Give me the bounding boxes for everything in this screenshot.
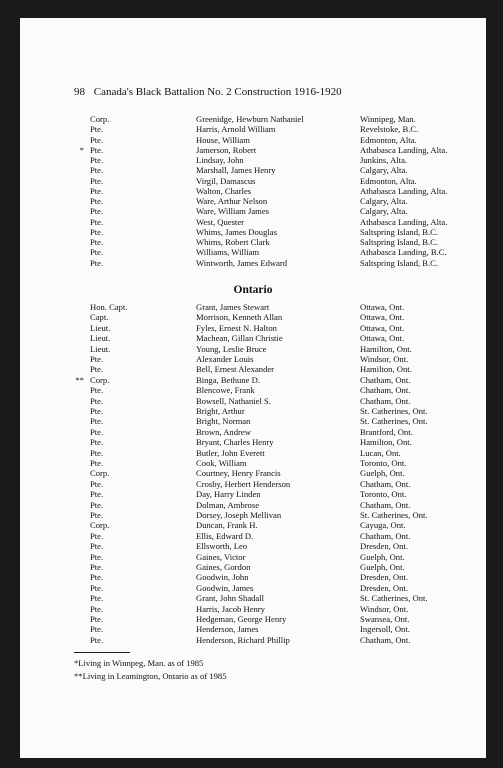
soldier-name: Harris, Arnold William <box>196 124 276 135</box>
hometown: Guelph, Ont. <box>360 468 405 479</box>
hometown: Hamilton, Ont. <box>360 364 412 375</box>
hometown: Toronto, Ont. <box>360 458 407 468</box>
hometown: Dresden, Ont. <box>360 572 408 583</box>
soldier-name: Harris, Jacob Henry <box>196 603 265 614</box>
hometown: Chatham, Ont. <box>360 634 411 645</box>
hometown: Saltspring Island, B.C. <box>360 226 439 237</box>
hometown: Chatham, Ont. <box>360 374 411 385</box>
soldier-name: Goodwin, John <box>196 572 249 583</box>
hometown: St. Catherines, Ont. <box>360 416 428 427</box>
rank: Pte. <box>90 124 104 135</box>
soldier-name: Dolman, Ambrose <box>196 499 260 510</box>
soldier-name: Goodwin, James <box>196 582 254 593</box>
rank: Pte. <box>90 603 104 614</box>
rank: Pte. <box>90 247 104 258</box>
soldier-name: Crosby, Herbert Henderson <box>196 478 291 489</box>
rank: Corp. <box>90 468 110 479</box>
soldier-name: Henderson, Richard Phillip <box>196 634 290 645</box>
rank: Pte. <box>90 478 104 489</box>
soldier-name: Lindsay, John <box>196 155 244 165</box>
soldier-name: House, William <box>196 134 250 145</box>
rank: Pte. <box>90 447 104 458</box>
rank: Pte. <box>90 426 104 437</box>
soldier-name: Morrison, Kenneth Allan <box>196 312 283 323</box>
rank: Pte. <box>90 406 104 416</box>
soldier-name: Duncan, Frank H. <box>196 520 258 531</box>
rank: Lieut. <box>90 343 111 354</box>
rank: Pte. <box>90 562 104 572</box>
rank: Corp. <box>90 520 110 531</box>
soldier-name: Bell, Ernest Alexander <box>196 364 275 375</box>
soldier-name: Wintworth, James Edward <box>196 257 288 268</box>
soldier-name: Walton, Charles <box>196 185 252 196</box>
rank: Pte. <box>90 226 104 237</box>
soldier-name: Virgil, Damascus <box>196 175 256 186</box>
hometown: Athabasca Landing, Alta. <box>360 144 448 155</box>
soldier-name: Young, Leslie Bruce <box>196 343 267 354</box>
hometown: Windsor, Ont. <box>360 603 409 614</box>
hometown: Edmonton, Alta. <box>360 134 417 145</box>
rank: Pte. <box>90 385 104 396</box>
rank: Hon. Capt. <box>90 302 128 312</box>
rank: Pte. <box>90 165 104 176</box>
hometown: Winnipeg, Man. <box>360 114 416 124</box>
soldier-name: West, Quester <box>196 216 244 227</box>
hometown: Ottawa, Ont. <box>360 333 405 344</box>
hometown: Chatham, Ont. <box>360 385 411 396</box>
soldier-name: Gaines, Gordon <box>196 562 251 572</box>
hometown: Toronto, Ont. <box>360 489 407 500</box>
soldier-name: Ellsworth, Leo <box>196 541 248 552</box>
rank: Lieut. <box>90 322 111 333</box>
soldier-name: Brown, Andrew <box>196 426 251 437</box>
soldier-name: Ellis, Edward D. <box>196 530 254 541</box>
soldier-name: Binga, Bethune D. <box>196 374 260 385</box>
rank: Pte. <box>90 614 104 624</box>
soldier-name: Courtney, Henry Francis <box>196 468 281 479</box>
rank: Pte. <box>90 499 104 510</box>
rank: Pte. <box>90 216 104 227</box>
footnote-1: *Living in Winnpeg, Man. as of 1985 <box>74 658 204 668</box>
soldier-name: Alexander Louis <box>196 354 254 364</box>
soldier-name: Fyles, Ernest N. Halton <box>196 322 277 333</box>
soldier-name: Henderson, James <box>196 624 259 635</box>
running-header <box>74 86 342 98</box>
hometown: Chatham, Ont. <box>360 395 411 406</box>
soldier-name: Jamerson, Robert <box>196 144 257 155</box>
soldier-name: Bright, Norman <box>196 416 251 427</box>
soldier-name: Bright, Arthur <box>196 406 245 416</box>
soldier-name: Marshall, James Henry <box>196 165 276 176</box>
rank: Pte. <box>90 354 104 364</box>
rank: Pte. <box>90 530 104 541</box>
rank: Pte. <box>90 582 104 593</box>
hometown: Calgary, Alta. <box>360 206 408 217</box>
rank: Pte. <box>90 257 104 268</box>
hometown: Chatham, Ont. <box>360 499 411 510</box>
rank: Pte. <box>90 155 104 165</box>
hometown: Lucan, Ont. <box>360 447 401 458</box>
hometown: St. Catherines, Ont. <box>360 406 428 416</box>
rank: Pte. <box>90 551 104 562</box>
hometown: Athabasca Landing, B.C. <box>360 247 447 258</box>
hometown: Dresden, Ont. <box>360 541 408 552</box>
rank: Pte. <box>90 489 104 500</box>
rank: Pte. <box>90 572 104 583</box>
hometown: Revelstoke, B.C. <box>360 124 419 135</box>
rank: Capt. <box>90 312 109 323</box>
hometown: Hamilton, Ont. <box>360 437 412 448</box>
hometown: Ottawa, Ont. <box>360 322 405 333</box>
rank: Lieut. <box>90 333 111 344</box>
rank: Pte. <box>90 458 104 468</box>
rank: Pte. <box>90 237 104 247</box>
soldier-name: Whims, James Douglas <box>196 226 277 237</box>
hometown: Chatham, Ont. <box>360 530 411 541</box>
rank: Pte. <box>90 634 104 645</box>
soldier-name: Whims, Robert Clark <box>196 237 270 247</box>
soldier-name: Williams, William <box>196 247 260 258</box>
hometown: Cayuga, Ont. <box>360 520 406 531</box>
hometown: Chatham, Ont. <box>360 478 411 489</box>
hometown: Brantford, Ont. <box>360 426 413 437</box>
hometown: Windsor, Ont. <box>360 354 409 364</box>
rank: Pte. <box>90 510 104 520</box>
rank: Pte. <box>90 541 104 552</box>
hometown: Guelph, Ont. <box>360 562 405 572</box>
hometown: St. Catherines, Ont. <box>360 510 428 520</box>
footnote-mark: ** <box>75 374 84 385</box>
rank: Pte. <box>90 364 104 375</box>
soldier-name: Dorsey, Joseph Mellivan <box>196 510 282 520</box>
rank: Pte. <box>90 175 104 186</box>
footnote-2: **Living in Leamington, Ontario as of 1985 <box>74 671 227 681</box>
hometown: Edmonton, Alta. <box>360 175 417 186</box>
soldier-name: Machean, Gillan Christie <box>196 333 283 344</box>
soldier-name: Greenidge, Hewburn Nathaniel <box>196 114 304 124</box>
hometown: Saltspring Island, B.C. <box>360 237 439 247</box>
rank: Pte. <box>90 437 104 448</box>
hometown: Ottawa, Ont. <box>360 302 405 312</box>
soldier-name: Gaines, Victor <box>196 551 246 562</box>
book-page <box>20 18 486 758</box>
hometown: Athabasca Landing, Alta. <box>360 185 448 196</box>
rank: Corp. <box>90 114 110 124</box>
hometown: Athabasca Landing, Alta. <box>360 216 448 227</box>
soldier-name: Hedgeman, George Henry <box>196 614 287 624</box>
hometown: Saltspring Island, B.C. <box>360 257 439 268</box>
soldier-name: Ware, Arthur Nelson <box>196 196 268 206</box>
rank: Pte. <box>90 416 104 427</box>
hometown: St. Catherines, Ont. <box>360 593 428 604</box>
hometown: Ottawa, Ont. <box>360 312 405 323</box>
hometown: Junkins, Alta. <box>360 155 408 165</box>
hometown: Dresden, Ont. <box>360 582 408 593</box>
soldier-name: Cook, William <box>196 458 247 468</box>
running-title: Canada's Black Battalion No. 2 Construction 1916-1920 <box>93 86 342 98</box>
rank: Pte. <box>90 624 104 635</box>
rank: Pte. <box>90 144 104 155</box>
rank: Pte. <box>90 185 104 196</box>
soldier-name: Ware, William James <box>196 206 270 217</box>
soldier-name: Bowsell, Nathaniel S. <box>196 395 271 406</box>
rank: Pte. <box>90 206 104 217</box>
hometown: Guelph, Ont. <box>360 551 405 562</box>
section-heading-ontario: Ontario <box>233 284 273 296</box>
rank: Corp. <box>90 374 110 385</box>
soldier-name: Grant, James Stewart <box>196 302 270 312</box>
soldier-name: Butler, John Everett <box>196 447 265 458</box>
soldier-name: Grant, John Shadall <box>196 593 265 604</box>
hometown: Hamilton, Ont. <box>360 343 412 354</box>
rank: Pte. <box>90 395 104 406</box>
soldier-name: Day, Harry Linden <box>196 489 261 500</box>
soldier-name: Blencowe, Frank <box>196 385 255 396</box>
footnote-mark: * <box>79 144 84 155</box>
rank: Pte. <box>90 196 104 206</box>
soldier-name: Bryant, Charles Henry <box>196 437 274 448</box>
hometown: Calgary, Alta. <box>360 165 408 176</box>
hometown: Calgary, Alta. <box>360 196 408 206</box>
rank: Pte. <box>90 134 104 145</box>
rank: Pte. <box>90 593 104 604</box>
hometown: Ingersoll, Ont. <box>360 624 410 635</box>
footnote-rule <box>74 652 130 653</box>
hometown: Swansea, Ont. <box>360 614 410 624</box>
page-number: 98 <box>74 86 85 98</box>
